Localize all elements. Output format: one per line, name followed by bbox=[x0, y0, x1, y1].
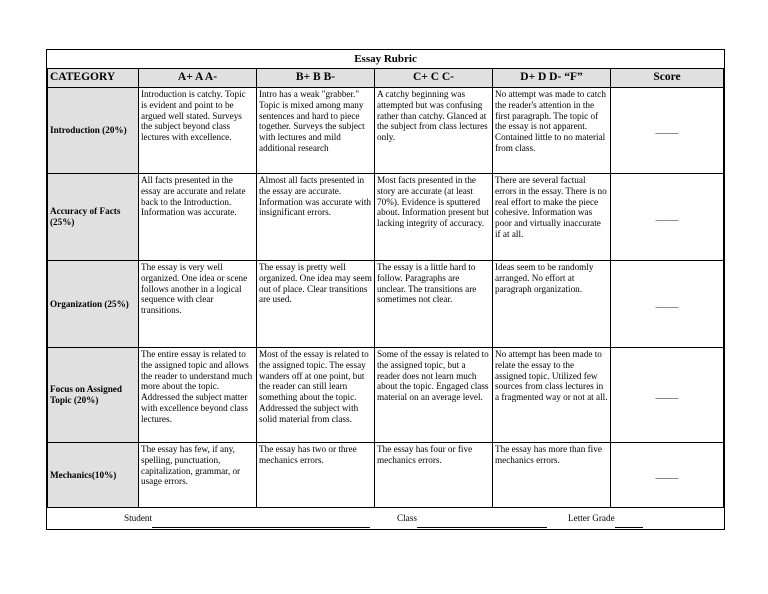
table-row bbox=[48, 174, 724, 261]
student-label: Student bbox=[124, 513, 153, 523]
cell-focus-c: Some of the essay is related to the assigned topic, but a reader does not learn much about the topic. Engaged class material on an average level. bbox=[375, 348, 493, 443]
table-row bbox=[48, 261, 724, 348]
category-focus: Focus on Assigned Topic (20%) bbox=[48, 348, 139, 443]
cell-mechanics-c: The essay has four or five mechanics errors. bbox=[375, 443, 493, 508]
cell-introduction-c: A catchy beginning was attempted but was confusing rather than catchy. Glanced at the subject from class lectures only. bbox=[375, 88, 493, 174]
header-grade-c: C+ C C- bbox=[375, 69, 493, 88]
cell-mechanics-d: The essay has more than five mechanics errors. bbox=[493, 443, 611, 508]
cell-focus-d: No attempt has been made to relate the essay to the assigned topic. Utilized few sources from class lectures in a fragmented way or not at all. bbox=[493, 348, 611, 443]
score-blank-organization[interactable]: _____ bbox=[611, 261, 724, 348]
header-grade-d: D+ D D- “F” bbox=[493, 69, 611, 88]
category-organization: Organization (25%) bbox=[48, 261, 139, 348]
class-field[interactable] bbox=[397, 513, 417, 523]
cell-accuracy-c: Most facts presented in the story are accurate (at least 70%). Evidence is sputtered about. Information present but lacking integrity of accuracy. bbox=[375, 174, 493, 261]
cell-organization-d: Ideas seem to be randomly arranged. No effort at paragraph organization. bbox=[493, 261, 611, 348]
letter-grade-label: Letter Grade bbox=[568, 513, 615, 523]
header-grade-b: B+ B B- bbox=[257, 69, 375, 88]
class-label: Class bbox=[397, 513, 417, 523]
category-mechanics: Mechanics(10%) bbox=[48, 443, 139, 508]
cell-accuracy-a: All facts presented in the essay are accurate and relate back to the Introduction. Information was accurate. bbox=[139, 174, 257, 261]
table-row bbox=[48, 88, 724, 174]
score-blank-accuracy[interactable]: _____ bbox=[611, 174, 724, 261]
essay-rubric bbox=[46, 49, 725, 530]
header-score: Score bbox=[611, 69, 724, 88]
score-blank-mechanics[interactable]: _____ bbox=[611, 443, 724, 508]
cell-introduction-d: No attempt was made to catch the reader's attention in the first paragraph. The topic of the essay is not apparent. Contained little to no material from class. bbox=[493, 88, 611, 174]
table-row bbox=[48, 443, 724, 508]
letter-grade-field[interactable] bbox=[568, 513, 615, 523]
cell-organization-a: The essay is very well organized. One idea or scene follows another in a logical sequence with clear transitions. bbox=[139, 261, 257, 348]
cell-mechanics-a: The essay has few, if any, spelling, punctuation, capitalization, grammar, or usage errors. bbox=[139, 443, 257, 508]
cell-introduction-b: Intro has a weak "grabber." Topic is mixed among many sentences and hard to piece together. Surveys the subject with lectures and mild additional research bbox=[257, 88, 375, 174]
cell-introduction-a: Introduction is catchy. Topic is evident and point to be argued well stated. Surveys the subject beyond class lectures with excellence. bbox=[139, 88, 257, 174]
student-field[interactable] bbox=[124, 513, 152, 523]
class-blank[interactable] bbox=[417, 518, 547, 528]
rubric-table bbox=[47, 50, 724, 508]
student-blank[interactable] bbox=[152, 518, 370, 528]
cell-accuracy-d: There are several factual errors in the essay. There is no real effort to make the piece cohesive. Information was poor and virtually inaccurate if at all. bbox=[493, 174, 611, 261]
header-category: CATEGORY bbox=[48, 69, 139, 88]
score-blank-introduction[interactable]: _____ bbox=[611, 88, 724, 174]
header-grade-a: A+ A A- bbox=[139, 69, 257, 88]
cell-organization-c: The essay is a little hard to follow. Paragraphs are unclear. The transitions are sometimes not clear. bbox=[375, 261, 493, 348]
cell-organization-b: The essay is pretty well organized. One idea may seem out of place. Clear transitions are used. bbox=[257, 261, 375, 348]
letter-grade-blank[interactable] bbox=[615, 518, 643, 528]
cell-mechanics-b: The essay has two or three mechanics errors. bbox=[257, 443, 375, 508]
rubric-footer bbox=[47, 508, 724, 529]
rubric-title: Essay Rubric bbox=[48, 50, 724, 69]
score-blank-focus[interactable]: _____ bbox=[611, 348, 724, 443]
category-introduction: Introduction (20%) bbox=[48, 88, 139, 174]
category-accuracy: Accuracy of Facts (25%) bbox=[48, 174, 139, 261]
cell-focus-a: The entire essay is related to the assigned topic and allows the reader to understand much more about the topic. Addressed the subject matter with excellence beyond class lectures. bbox=[139, 348, 257, 443]
cell-focus-b: Most of the essay is related to the assigned topic. The essay wanders off at one point, but the reader can still learn something about the topic. Addressed the subject with solid material from class. bbox=[257, 348, 375, 443]
cell-accuracy-b: Almost all facts presented in the essay are accurate. Information was accurate with insignificant errors. bbox=[257, 174, 375, 261]
table-row bbox=[48, 348, 724, 443]
